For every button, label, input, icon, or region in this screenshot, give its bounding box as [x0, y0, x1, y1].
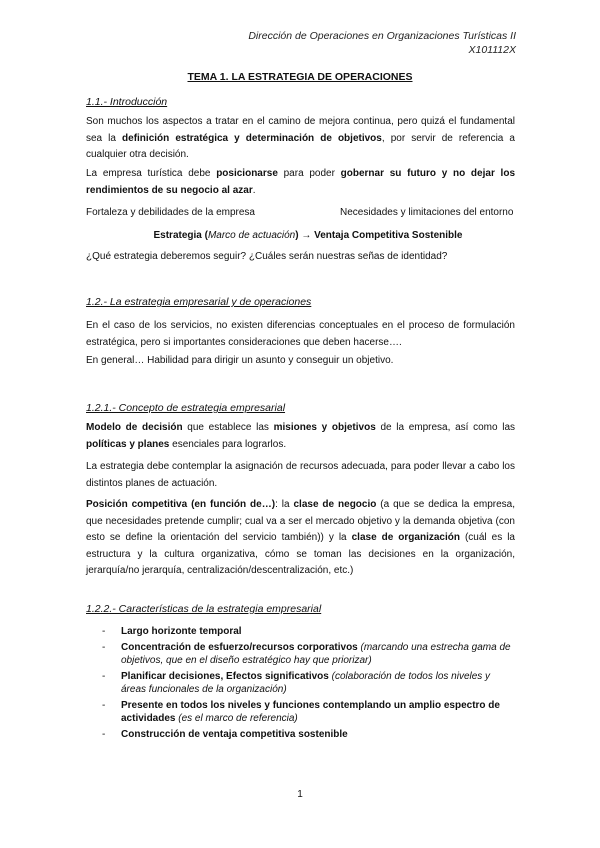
bold-text: definición estratégica y determinación de objetivos — [122, 132, 382, 144]
bold-text: políticas y planes — [86, 438, 170, 450]
strategy-statement — [0, 230, 600, 241]
strengths-needs-row — [86, 207, 515, 218]
bold-text: Estrategia ( — [153, 230, 208, 241]
bold-text: clase de negocio — [293, 499, 377, 510]
italic-text: (marcando una estrecha gama de objetivos, que en el diseño estratégico hay que priorizar) — [121, 642, 511, 666]
list-dash: - — [102, 729, 106, 740]
bold-text: misiones y objetivos — [273, 422, 376, 433]
italic-text: Marco de actuación — [207, 230, 296, 241]
list-dash: - — [102, 642, 106, 653]
running-header — [248, 29, 516, 57]
text: (a que se dedica la empresa, que necesidades pretende cumplir; cual va a ser el mercado objetivo y la demanda objetiva (con esto se define la orientación del servicio también)) y la — [86, 499, 516, 543]
bold-text: ) → Ventaja Competitiva Sostenible — [295, 230, 463, 241]
bold-text: Construcción de ventaja competitiva sostenible — [121, 729, 348, 740]
page-title: TEMA 1. LA ESTRATEGIA DE OPERACIONES — [187, 71, 413, 83]
bold-text: gobernar su futuro y no dejar los rendimientos de su negocio al azar — [86, 168, 516, 196]
list-dash: - — [102, 700, 106, 711]
bold-text: clase de organización — [351, 532, 460, 543]
section-heading-1-2: 1.2.- La estrategia empresarial y de operaciones — [86, 296, 312, 308]
paragraph-general: En general… Habilidad para dirigir un asunto y conseguir un objetivo. — [86, 355, 394, 366]
identity-question: ¿Qué estrategia deberemos seguir? ¿Cuáles serán nuestras señas de identidad? — [86, 251, 448, 262]
list-item — [102, 699, 515, 725]
bold-text: Presente en todos los niveles y funciones contemplando un amplio espectro de actividades — [121, 700, 500, 724]
header-course-title: Dirección de Operaciones en Organizaciones Turísticas II — [248, 30, 516, 42]
list-dash: - — [102, 671, 106, 682]
strengths-label: Fortaleza y debilidades de la empresa — [86, 207, 255, 218]
section-heading-1-2-1: 1.2.1.- Concepto de estrategia empresarial — [86, 402, 286, 414]
page-number: 1 — [297, 789, 303, 800]
section-heading-1-1: 1.1.- Introducción — [86, 96, 168, 108]
paragraph-intro — [86, 114, 515, 164]
paragraph-services: En el caso de los servicios, no existen diferencias conceptuales en el proceso de formulación estratégica, pero si importantes consideraciones que deben hacerse…. — [86, 320, 515, 348]
list-item — [102, 641, 515, 667]
text: : la — [275, 499, 294, 510]
text: (cuál es la estructura y la cultura organizativa, cómo se toman las decisiones en la organización, jerarquía/no jerarquía, centralización/descentralización, etc.) — [86, 532, 515, 576]
paragraph-competitive-position — [86, 497, 515, 580]
paragraph-positioning — [86, 166, 515, 199]
italic-text: (es el marco de referencia) — [175, 713, 298, 724]
bold-text: Modelo de decisión — [86, 422, 183, 433]
bold-text: Posición competitiva (en función de…) — [86, 499, 276, 510]
needs-label: Necesidades y limitaciones del entorno — [340, 207, 514, 218]
text: , por servir de referencia a cualquier otra decisión. — [86, 132, 515, 160]
text: Son muchos los aspectos a tratar en el camino de mejora continua, pero quizá el fundamental sea la — [86, 116, 515, 144]
bold-text: Largo horizonte temporal — [121, 626, 242, 637]
italic-text: (colaboración de todos los niveles y áreas funcionales de la organización) — [121, 671, 491, 695]
list-dash: - — [102, 626, 106, 637]
text: para poder — [277, 168, 341, 179]
list-item — [102, 625, 515, 638]
paragraph-resources: La estrategia debe contemplar la asignación de recursos adecuada, para poder llevar a cabo los distintos planes de actuación. — [86, 461, 515, 489]
paragraph-decision-model — [86, 420, 515, 453]
text: . — [252, 184, 256, 196]
header-code: X101112X — [468, 44, 516, 56]
text: esenciales para lograrlos. — [169, 438, 287, 450]
characteristics-list — [102, 625, 515, 744]
list-item — [102, 728, 515, 741]
text: de la empresa, así como las — [375, 422, 515, 433]
bold-text: Concentración de esfuerzo/recursos corporativos — [121, 642, 358, 653]
bold-text: posicionarse — [216, 168, 278, 179]
text: que establece las — [182, 422, 274, 433]
list-item — [102, 670, 515, 696]
bold-text: Planificar decisiones, Efectos significativos — [121, 671, 329, 682]
text: La empresa turística debe — [86, 168, 217, 179]
section-heading-1-2-2: 1.2.2.- Características de la estrategia empresarial — [86, 603, 322, 615]
